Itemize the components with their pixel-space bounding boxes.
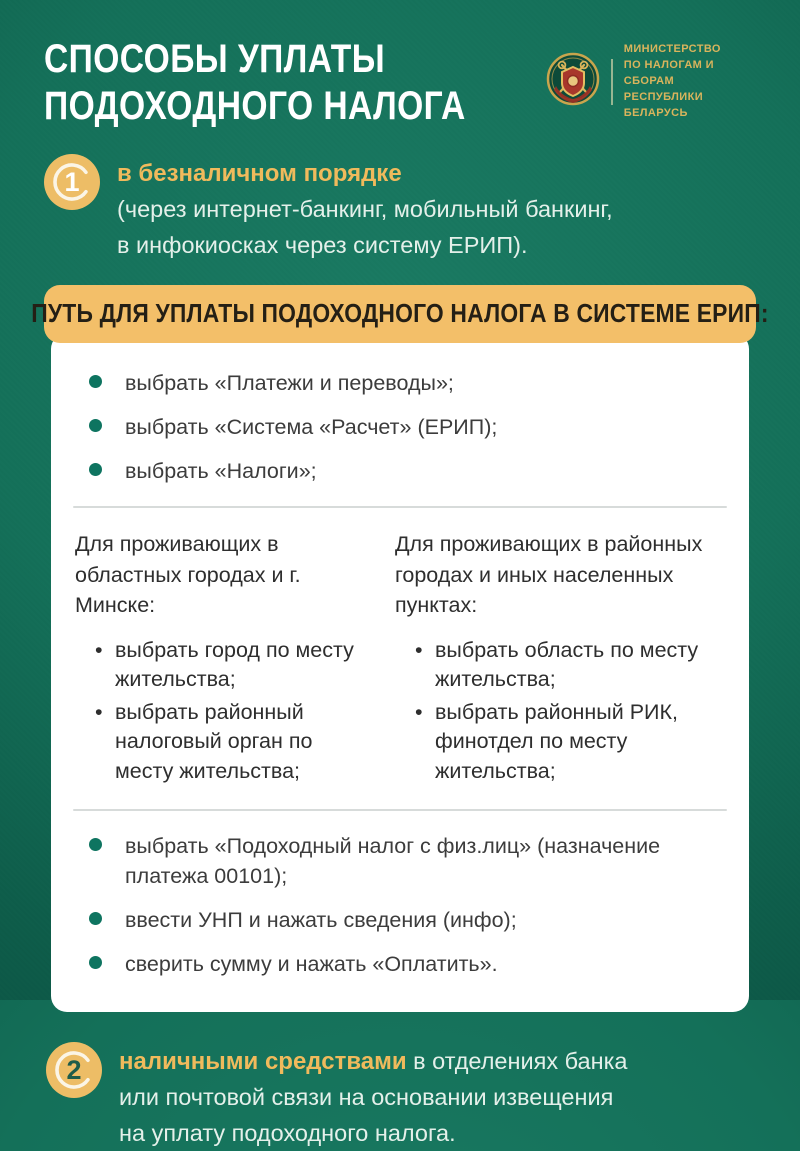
bullet-text: ввести УНП и нажать сведения (инфо); xyxy=(125,908,517,933)
bullet-dot-icon xyxy=(89,912,102,925)
list-item xyxy=(71,361,729,405)
list-item xyxy=(71,824,729,898)
step-1-line-2: (через интернет-банкинг, мобильный банкинг, xyxy=(117,196,613,223)
ministry-logo xyxy=(546,42,752,122)
erip-panel-title: ПУТЬ ДЛЯ УПЛАТЫ ПОДОХОДНОГО НАЛОГА В СИСТЕМЕ ЕРИП: xyxy=(31,298,769,329)
ministry-line-2: ПО НАЛОГАМ И СБОРАМ xyxy=(623,58,714,87)
title-line-1: СПОСОБЫ УПЛАТЫ xyxy=(44,37,386,81)
list-item xyxy=(71,898,729,942)
divider xyxy=(73,506,727,508)
bullet-dot-icon xyxy=(89,956,102,969)
column-oblast-cities xyxy=(75,529,371,790)
ministry-line-1: МИНИСТЕРСТВО xyxy=(623,43,721,55)
bullet-dot-icon xyxy=(89,375,102,388)
step-2-line-2: или почтовой связи на основании извещения xyxy=(119,1084,614,1111)
list-item: • выбрать районный налоговый орган по месту жительства; xyxy=(95,698,371,786)
list-item: • выбрать город по месту жительства; xyxy=(95,636,371,694)
step-2-lead: наличными средствами xyxy=(119,1048,407,1076)
list-item: • выбрать районный РИК, финотдел по месту жительства; xyxy=(415,698,729,786)
erip-card xyxy=(51,333,749,1012)
bullet-text: выбрать «Налоги»; xyxy=(125,459,317,484)
list-item xyxy=(71,449,729,493)
step-2-line-1 xyxy=(119,1044,627,1080)
step-1-line-3: в инфокиосках через систему ЕРИП). xyxy=(117,231,528,258)
step-2-text xyxy=(119,1042,627,1151)
column-heading: Для проживающих в районных городах и иных населенных пунктах: xyxy=(395,532,703,618)
divider xyxy=(73,809,727,811)
bullet-text: выбрать «Система «Расчет» (ЕРИП); xyxy=(125,414,498,439)
step-1-text xyxy=(117,154,613,263)
residence-columns xyxy=(71,521,729,796)
step-2-rest: в отделениях банка xyxy=(406,1048,628,1075)
ministry-name xyxy=(624,42,752,122)
step-2-number-badge xyxy=(46,1042,102,1098)
bullet-text: выбрать «Платежи и переводы»; xyxy=(125,370,454,395)
page-title xyxy=(44,36,546,130)
bullet-dot-icon xyxy=(89,463,102,476)
step-1-number: 1 xyxy=(64,166,80,197)
bullet-text: выбрать «Подоходный налог с физ.лиц» (назначение платежа 00101); xyxy=(125,833,661,888)
step-2-line-3: на уплату подоходного налога. xyxy=(119,1119,456,1146)
erip-panel xyxy=(31,285,769,1012)
logo-divider xyxy=(611,59,613,105)
list-item xyxy=(71,942,729,986)
ministry-emblem-icon xyxy=(546,52,600,111)
list-item: • выбрать область по месту жительства; xyxy=(415,636,729,694)
step-2 xyxy=(46,1042,756,1151)
column-heading: Для проживающих в областных городах и г. Минске: xyxy=(75,532,301,618)
ministry-line-3: РЕСПУБЛИКИ БЕЛАРУСЬ xyxy=(623,90,704,119)
bullet-text: сверить сумму и нажать «Оплатить». xyxy=(125,952,498,977)
header xyxy=(44,36,756,130)
column-bullets xyxy=(395,636,729,786)
step-1 xyxy=(44,154,756,263)
title-line-2: ПОДОХОДНОГО НАЛОГА xyxy=(44,84,466,129)
bullet-dot-icon xyxy=(89,419,102,432)
bullet-dot-icon xyxy=(89,838,102,851)
column-district-cities xyxy=(395,529,729,790)
column-bullets xyxy=(75,636,371,786)
list-item xyxy=(71,405,729,449)
step-1-lead: в безналичном порядке xyxy=(117,160,402,188)
step-2-number: 2 xyxy=(66,1054,82,1085)
erip-panel-header xyxy=(31,285,769,343)
step-1-number-badge xyxy=(44,154,100,210)
